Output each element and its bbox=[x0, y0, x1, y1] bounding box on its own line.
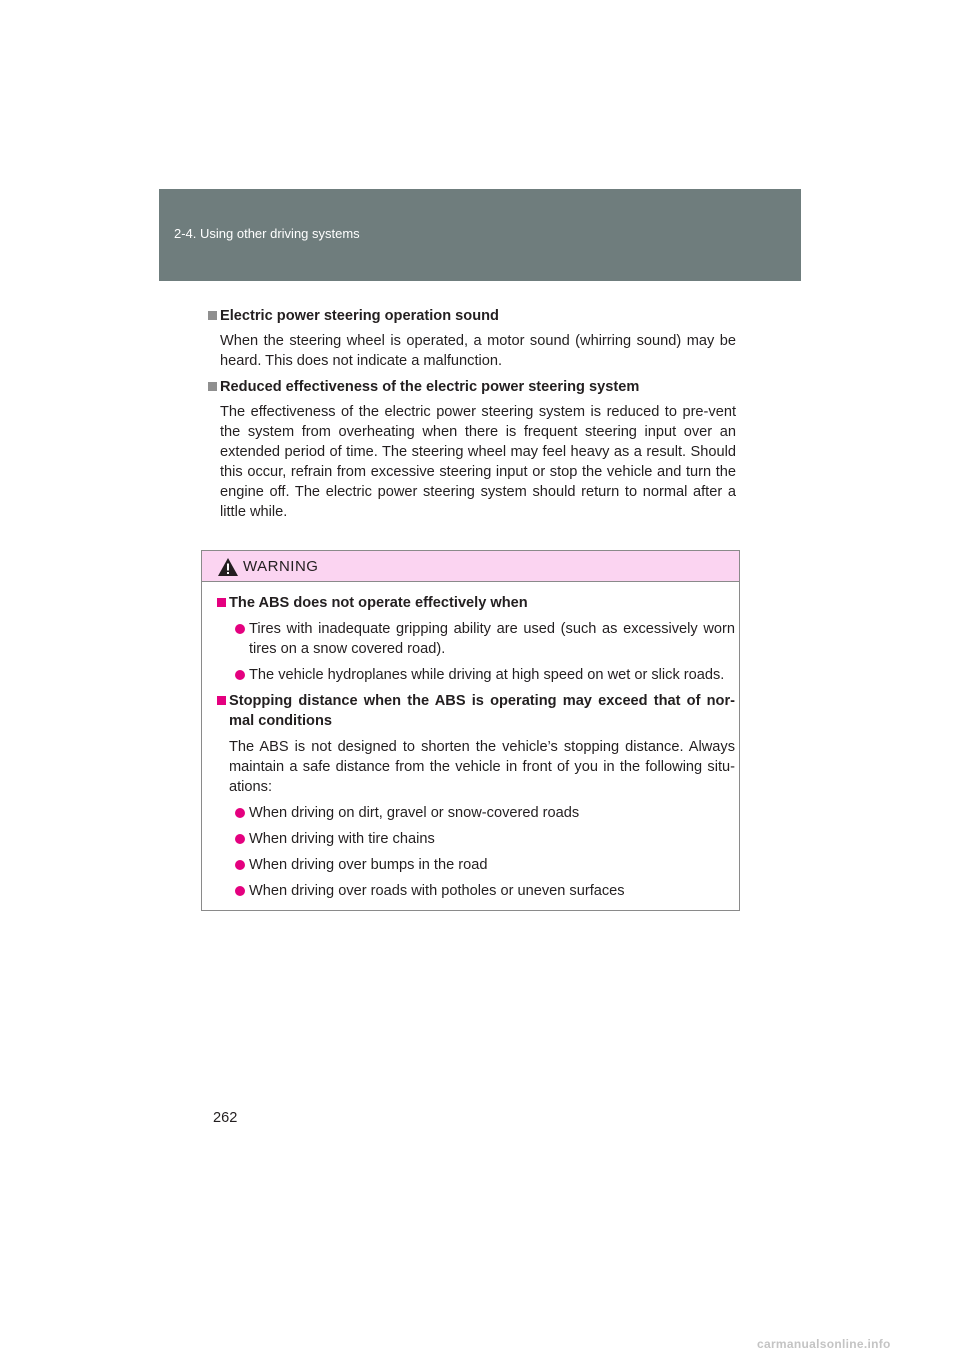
gray-square-bullet-icon bbox=[208, 382, 217, 391]
list-item bbox=[217, 881, 735, 901]
list-item bbox=[217, 665, 735, 685]
watermark-text[interactable]: carmanualsonline.info bbox=[757, 1337, 891, 1351]
section-title: 2-4. Using other driving systems bbox=[174, 226, 360, 241]
warning-heading-text: Stopping distance when the ABS is operating may exceed that of nor-mal conditions bbox=[229, 693, 735, 729]
section-heading bbox=[208, 377, 736, 397]
magenta-square-bullet-icon bbox=[217, 598, 226, 607]
list-item-text: When driving with tire chains bbox=[249, 831, 435, 847]
section-paragraph: The effectiveness of the electric power steering system is reduced to pre-vent the system from overheating when there is frequent steering input over an extended period of time. The steering wheel may feel heavy as a result. Should this occur, refrain from excessive steering input or stop the vehicle and turn the engine off. The electric power steering system should return to normal after a little while. bbox=[220, 404, 736, 520]
list-item-text: When driving over roads with potholes or uneven surfaces bbox=[249, 883, 625, 899]
list-item-text: The vehicle hydroplanes while driving at high speed on wet or slick roads. bbox=[249, 667, 725, 683]
list-item-text: Tires with inadequate gripping ability are used (such as excessively worn tires on a snow covered road). bbox=[249, 621, 735, 657]
warning-box bbox=[201, 550, 740, 911]
list-item-text: When driving over bumps in the road bbox=[249, 857, 488, 873]
section-heading-text: Reduced effectiveness of the electric power steering system bbox=[220, 379, 640, 395]
magenta-dot-bullet-icon bbox=[235, 886, 245, 896]
warning-heading-text: The ABS does not operate effectively when bbox=[229, 595, 528, 611]
list-item-text: When driving on dirt, gravel or snow-covered roads bbox=[249, 805, 580, 821]
warning-header bbox=[202, 551, 739, 582]
gray-square-bullet-icon bbox=[208, 311, 217, 320]
warning-content bbox=[217, 593, 735, 907]
list-item bbox=[217, 803, 735, 823]
section-header-band bbox=[159, 189, 801, 281]
section-paragraph: When the steering wheel is operated, a motor sound (whirring sound) may be heard. This does not indicate a malfunction. bbox=[220, 333, 736, 369]
main-content bbox=[208, 306, 736, 528]
list-item bbox=[217, 829, 735, 849]
magenta-square-bullet-icon bbox=[217, 696, 226, 705]
section-heading-text: Electric power steering operation sound bbox=[220, 308, 499, 324]
section-heading bbox=[208, 306, 736, 326]
magenta-dot-bullet-icon bbox=[235, 670, 245, 680]
magenta-dot-bullet-icon bbox=[235, 860, 245, 870]
magenta-dot-bullet-icon bbox=[235, 808, 245, 818]
magenta-dot-bullet-icon bbox=[235, 834, 245, 844]
list-item bbox=[217, 855, 735, 875]
magenta-dot-bullet-icon bbox=[235, 624, 245, 634]
warning-heading bbox=[217, 691, 735, 731]
warning-title: WARNING bbox=[243, 558, 319, 575]
warning-triangle-icon bbox=[217, 557, 239, 582]
warning-heading bbox=[217, 593, 735, 613]
list-item bbox=[217, 619, 735, 659]
warning-paragraph: The ABS is not designed to shorten the vehicle’s stopping distance. Always maintain a safe distance from the vehicle in front of you in the following situ-ations: bbox=[229, 739, 735, 795]
page-number: 262 bbox=[213, 1110, 238, 1126]
